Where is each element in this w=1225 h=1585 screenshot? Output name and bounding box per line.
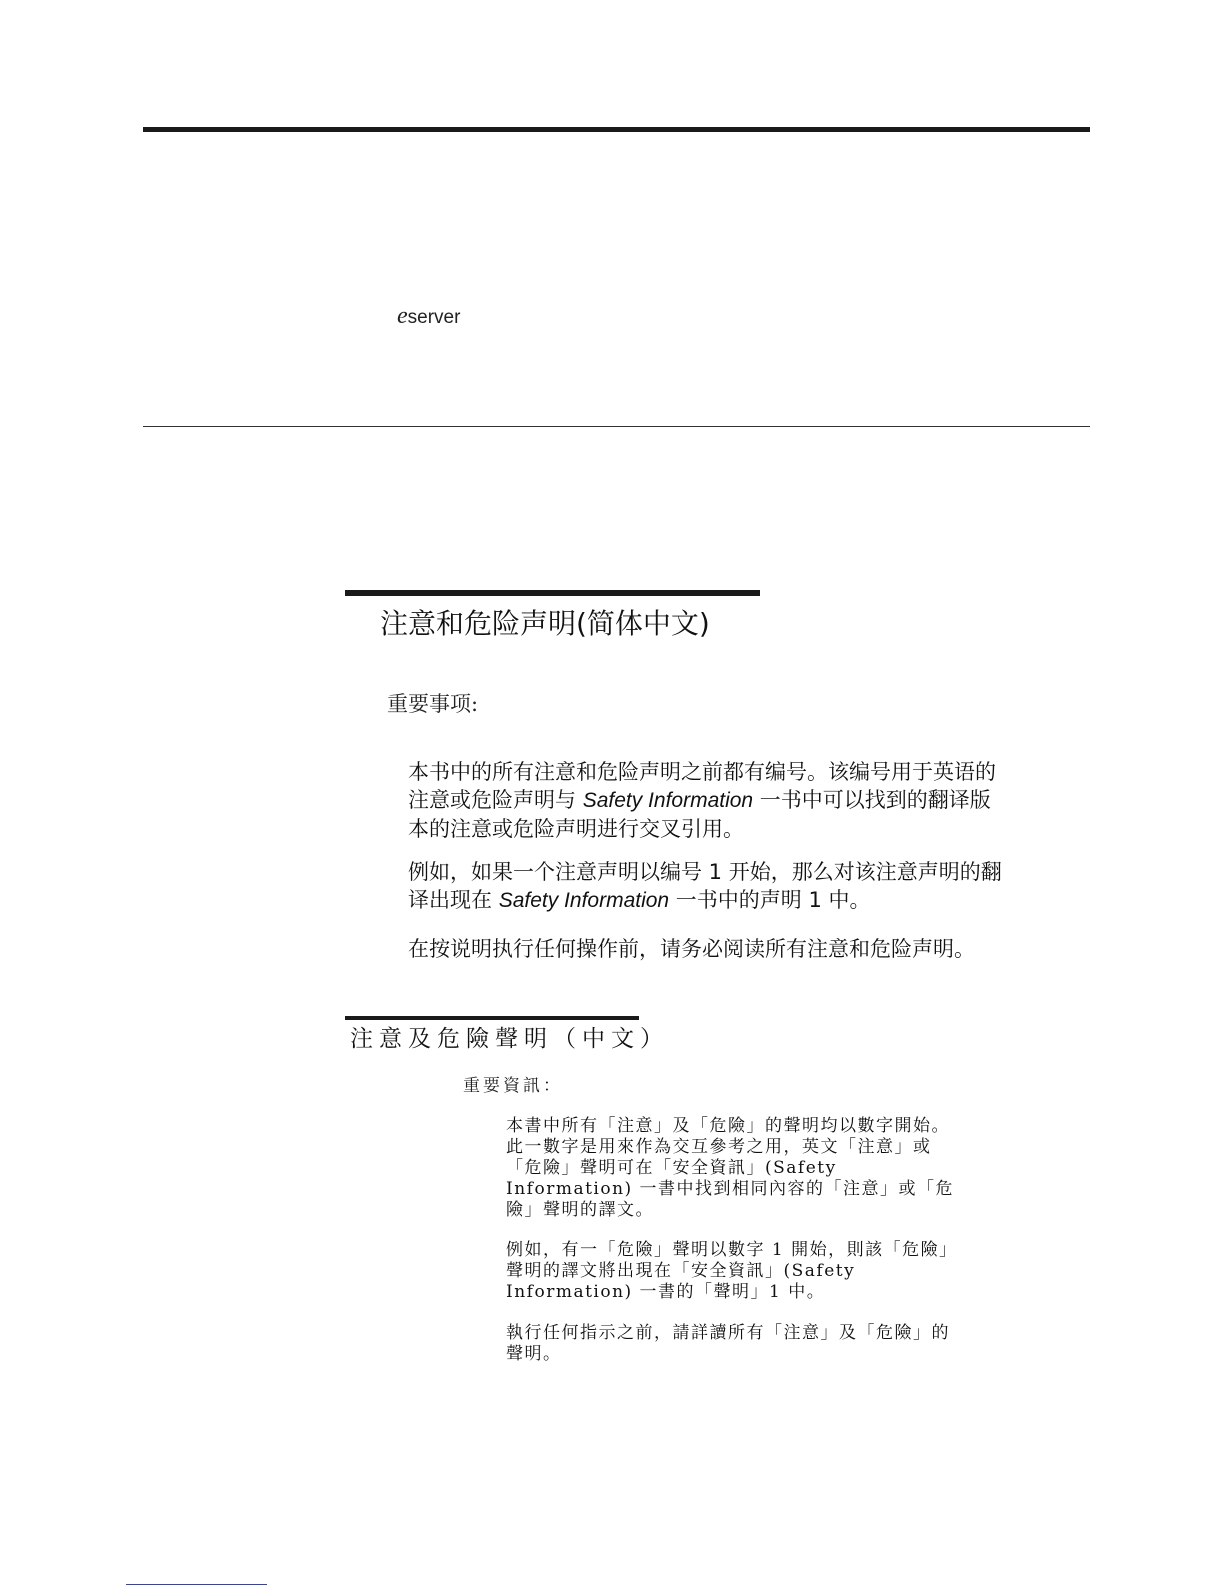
simplified-section-title: 注意和危险声明(简体中文) [380, 607, 710, 640]
safety-information-title: Safety Information [582, 789, 754, 812]
safety-information-title: Safety Information [498, 889, 670, 912]
traditional-important-label: 重要資訊： [463, 1076, 563, 1096]
traditional-paragraph-3: 執行任何指示之前，請詳讀所有「注意」及「危險」的聲明。 [506, 1323, 950, 1364]
simplified-important-label: 重要事项: [387, 692, 479, 716]
simplified-paragraph-1 [408, 758, 1008, 843]
top-rule [143, 127, 1090, 132]
eserver-logo-e: e [397, 303, 408, 329]
eserver-logo [397, 303, 460, 330]
section-divider [143, 426, 1090, 427]
simplified-paragraph-1-end: 一书中可以找到的翻译版本的注意或危险声明进行交叉引用。 [408, 788, 991, 841]
simplified-paragraph-2 [408, 858, 1008, 915]
traditional-paragraph-1: 本書中所有「注意」及「危險」的聲明均以數字開始。此一數字是用來作為交互參考之用，英文「注意」或「危險」聲明可在「安全資訊」(Safety Information) 一書中找到相同內容的「注意」或「危險」聲明的譯文。 [506, 1116, 955, 1220]
simplified-section-rule [345, 590, 760, 596]
simplified-paragraph-3: 在按说明执行任何操作前，请务必阅读所有注意和危险声明。 [408, 937, 975, 961]
traditional-paragraph-2: 例如，有一「危險」聲明以數字 1 開始，則該「危險」聲明的譯文將出現在「安全資訊」(Safety Information) 一書的「聲明」1 中。 [506, 1240, 950, 1302]
simplified-paragraph-2-start: 例如，如果一个注意声明以编号 1 开始，那么对该注意声明的翻译出现在 [408, 860, 1002, 912]
traditional-section-title: 注意及危險聲明（中文） [350, 1026, 669, 1052]
simplified-paragraph-1-start: 本书中的所有注意和危险声明之前都有编号。该编号用于英语的注意或危险声明与 [408, 760, 996, 812]
simplified-paragraph-2-end: 一书中的声明 1 中。 [669, 888, 871, 912]
eserver-logo-text: server [407, 307, 461, 328]
